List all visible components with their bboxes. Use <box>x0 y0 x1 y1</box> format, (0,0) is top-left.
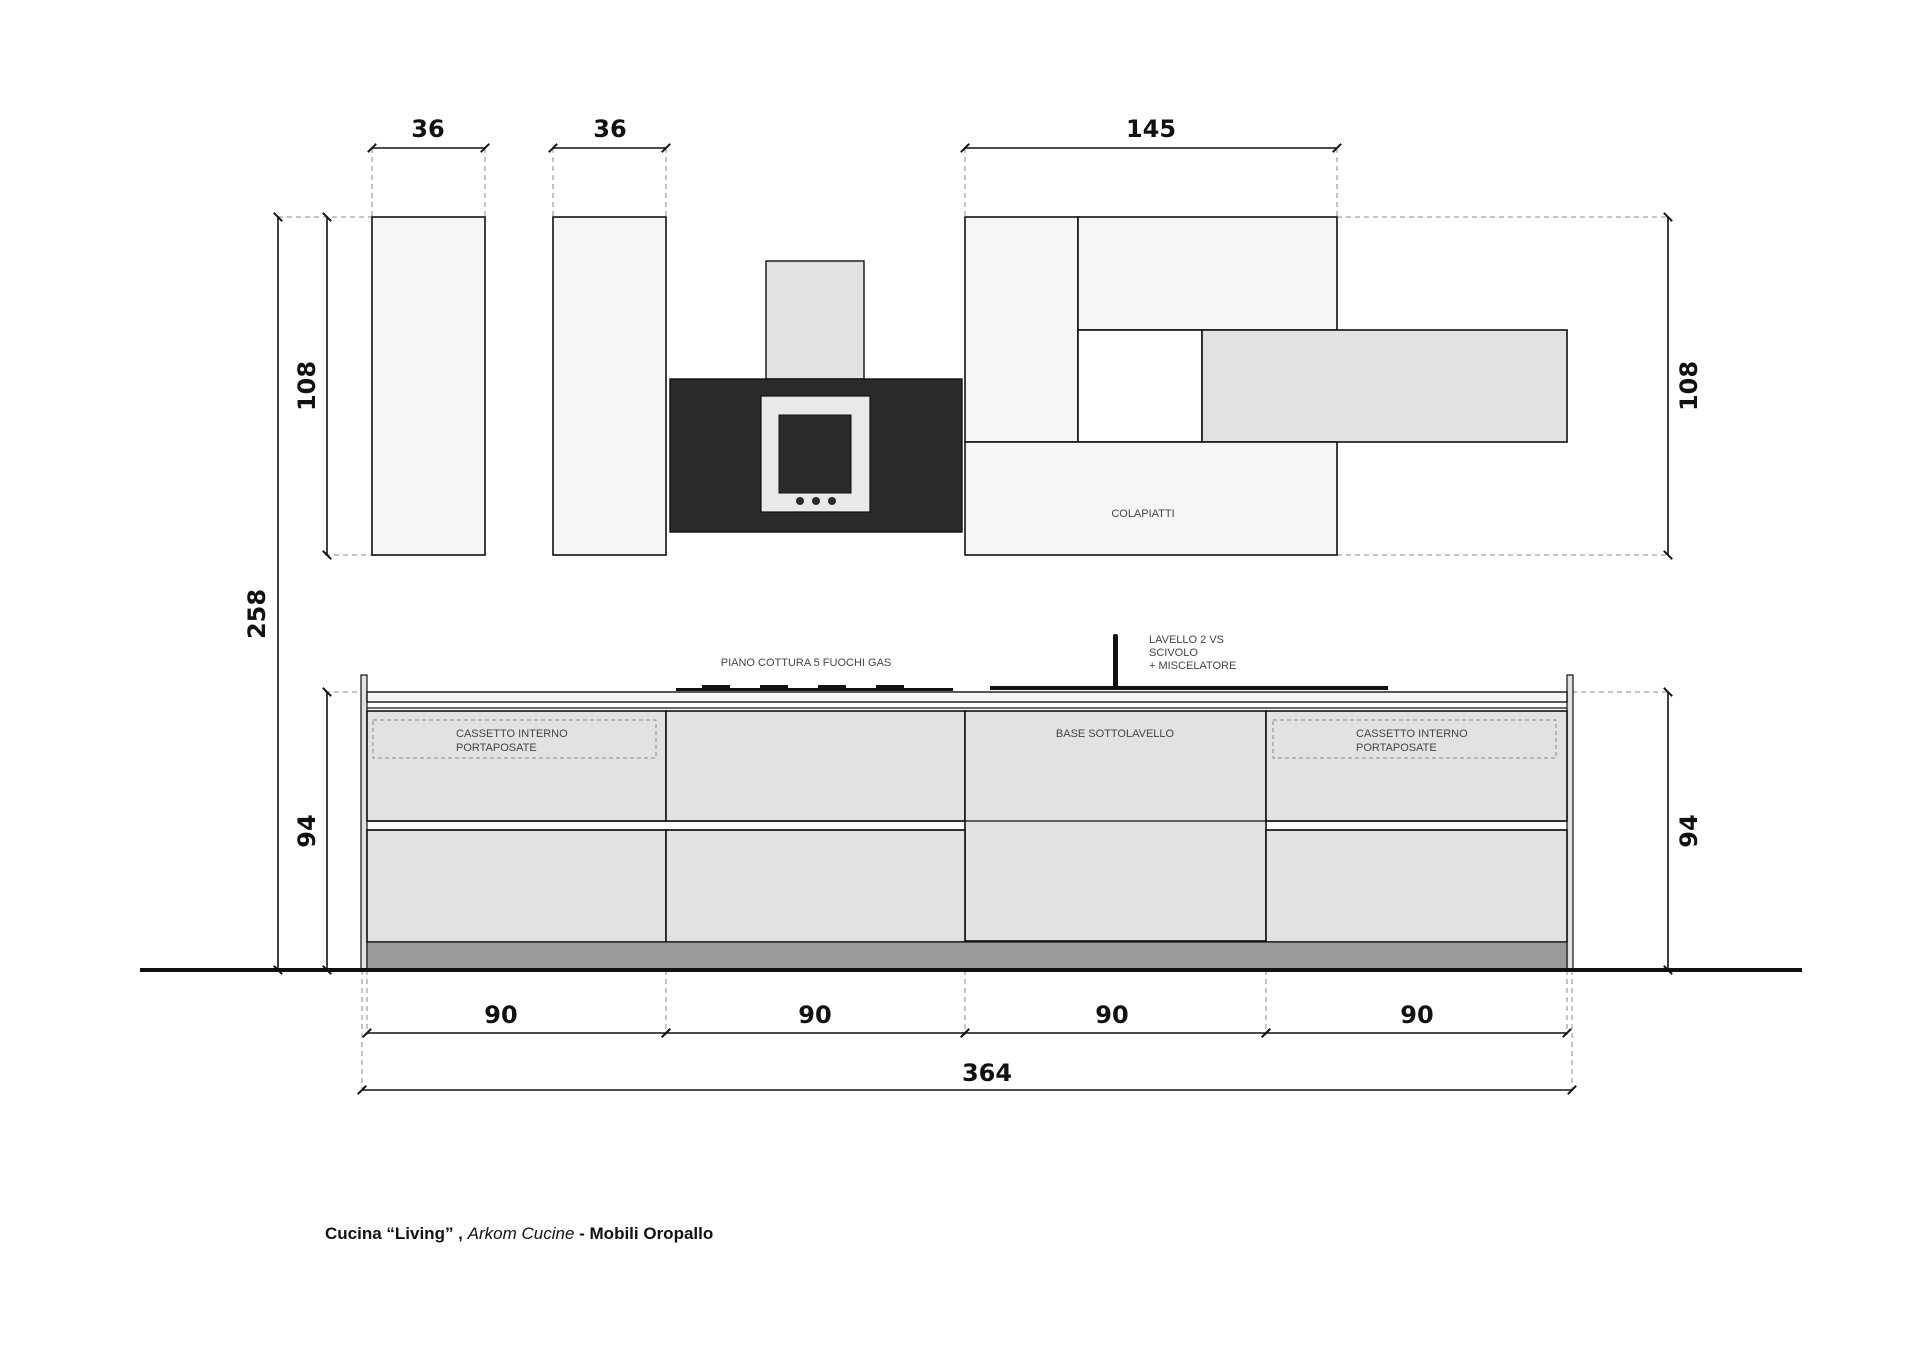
dim-module-1-width: 90 <box>484 1001 518 1029</box>
dim-module-2-width: 90 <box>798 1001 832 1029</box>
caption-brand: Arkom Cucine <box>467 1224 575 1243</box>
sink-top <box>990 686 1388 690</box>
open-shelf-niche <box>1078 330 1202 442</box>
hood-knob-2 <box>812 497 820 505</box>
dim-total-height: 258 <box>243 588 271 640</box>
tall-wall-cabinet-1 <box>372 217 485 555</box>
dim-wall-height-right: 108 <box>1675 360 1703 412</box>
hood-knob-1 <box>796 497 804 505</box>
plinth <box>367 942 1567 969</box>
hood-display <box>779 415 851 493</box>
caption-title: Cucina “Living” , <box>325 1224 463 1243</box>
worktop <box>367 692 1567 702</box>
drawer-right-label-line1: CASSETTO INTERNO <box>1356 728 1468 740</box>
base-sink-label: BASE SOTTOLAVELLO <box>1055 728 1175 740</box>
colapiatti-label: COLAPIATTI <box>1111 508 1175 520</box>
dim-total-width: 364 <box>961 1059 1013 1087</box>
wall-cabinet-group <box>965 217 1567 555</box>
base-module-1-bottom-drawer <box>367 830 666 942</box>
hood-knob-3 <box>828 497 836 505</box>
base-module-3-door <box>965 711 1266 941</box>
wall-cabinet-horizontal-grey <box>1202 330 1567 442</box>
wall-cabinet-vertical <box>965 217 1078 442</box>
drawer-right-label-line2: PORTAPOSATE <box>1356 742 1437 754</box>
drawing-caption <box>325 1224 713 1244</box>
hob-label: PIANO COTTURA 5 FUOCHI GAS <box>720 657 892 669</box>
dim-wall-group-width: 145 <box>1125 115 1177 143</box>
base-module-2-top-drawer <box>666 711 965 821</box>
dim-base-height-left: 94 <box>293 814 321 848</box>
drawer-left-label-line1: CASSETTO INTERNO <box>456 728 568 740</box>
sink-label-line1: LAVELLO 2 VS <box>1149 634 1225 646</box>
base-module-4-bottom-drawer <box>1266 830 1567 942</box>
sink-label-line2: SCIVOLO <box>1149 647 1198 659</box>
colapiatti-cabinet <box>965 442 1337 555</box>
hood-chimney <box>766 261 864 379</box>
tall-wall-cabinet-2 <box>553 217 666 555</box>
dim-tall-2-width: 36 <box>593 115 627 143</box>
range-hood <box>670 261 962 532</box>
side-panel-left <box>361 675 367 970</box>
side-panel-right <box>1567 675 1573 970</box>
dim-module-4-width: 90 <box>1400 1001 1434 1029</box>
dim-wall-height-left: 108 <box>293 360 321 412</box>
drawer-left-label-line2: PORTAPOSATE <box>456 742 537 754</box>
base-module-2-bottom-drawer <box>666 830 965 942</box>
base-units <box>325 634 1668 1090</box>
wall-units <box>278 148 1668 555</box>
wall-cabinet-top <box>1078 217 1337 330</box>
gas-hob <box>676 685 953 691</box>
mixer-tap <box>1113 634 1118 689</box>
sink-label-line3: + MISCELATORE <box>1149 660 1237 672</box>
dim-module-3-width: 90 <box>1095 1001 1129 1029</box>
dim-tall-1-width: 36 <box>411 115 445 143</box>
dim-base-height-right: 94 <box>1675 814 1703 848</box>
caption-store: - Mobili Oropallo <box>579 1224 714 1243</box>
